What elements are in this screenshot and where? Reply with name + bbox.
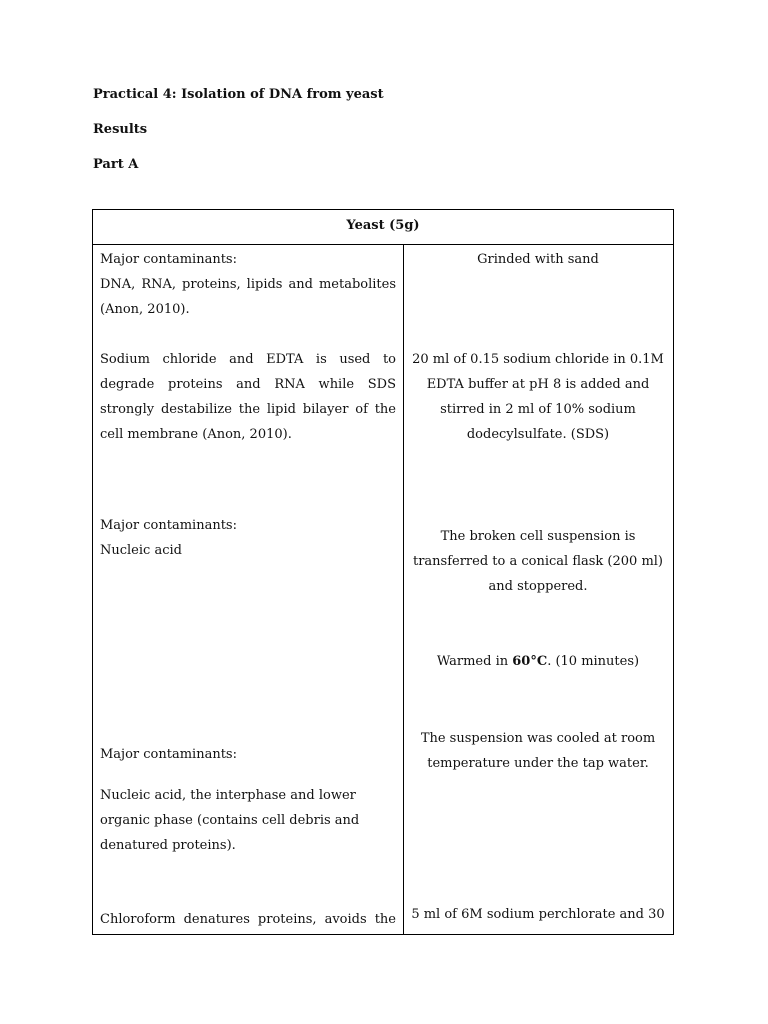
chloroform-explanation: Chloroform denatures proteins, avoids the [100, 912, 396, 927]
step-warm [407, 649, 669, 674]
contaminants-list-3: Nucleic acid, the interphase and lower organic phase (contains cell debris and denatured proteins). [100, 788, 360, 853]
part-heading: Part A [93, 157, 139, 172]
results-heading: Results [93, 122, 148, 137]
step-warm-duration: . (10 minutes) [547, 654, 640, 669]
table-header: Yeast (5g) [93, 210, 673, 245]
page-title: Practical 4: Isolation of DNA from yeast [93, 87, 384, 102]
contaminants-label-3: Major contaminants: [100, 747, 237, 762]
step-cool: The suspension was cooled at room temperature under the tap water. [420, 731, 656, 771]
contaminants-list-1: DNA, RNA, proteins, lipids and metabolites (Anon, 2010). [100, 277, 396, 317]
step-add-buffer: 20 ml of 0.15 sodium chloride in 0.1M EDTA buffer at pH 8 is added and stirred in 2 ml of 10% sodium dodecylsulfate. (SDS) [412, 352, 664, 442]
step-warm-temperature: 60°C [512, 654, 548, 669]
contaminants-list-2: Nucleic acid [100, 543, 182, 558]
contaminants-label-2: Major contaminants: [100, 518, 237, 533]
step-grind: Grinded with sand [477, 252, 599, 267]
step-transfer: The broken cell suspension is transferred to a conical flask (200 ml) and stoppered. [412, 529, 663, 594]
reagent-explanation: Sodium chloride and EDTA is used to degrade proteins and RNA while SDS strongly destabilize the lipid bilayer of the cell membrane (Anon, 2010). [100, 352, 396, 442]
step-perchlorate: 5 ml of 6M sodium perchlorate and 30 [411, 907, 665, 922]
step-warm-text: Warmed in [436, 654, 513, 669]
results-table [92, 209, 674, 935]
contaminants-label-1: Major contaminants: [100, 252, 237, 267]
column-divider [403, 244, 404, 934]
